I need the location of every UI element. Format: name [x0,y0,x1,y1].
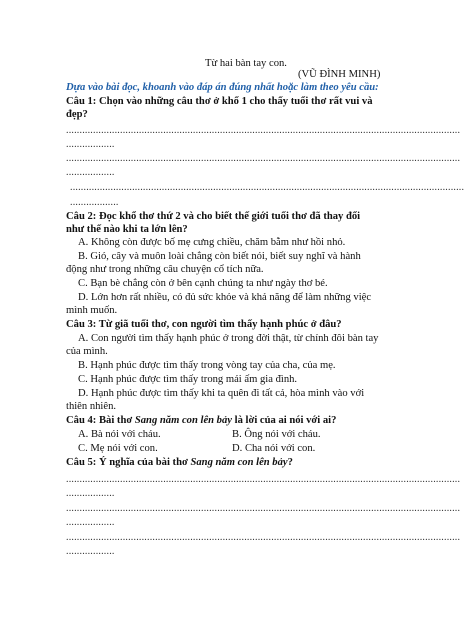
answer-line-full[interactable]: .................................................................................................................................................. [66,153,461,164]
q4-option-d[interactable]: D. Cha nói với con. [232,443,316,454]
q2-option-b-line-1[interactable]: B. Gió, cây và muôn loài chẳng còn biết nói, biết suy nghĩ và hành [78,251,361,262]
q3-option-a-line-1[interactable]: A. Con người tìm thấy hạnh phúc ở trong đời thật, từ chính đôi bàn tay [78,333,379,344]
answer-line-short[interactable]: .................. [66,546,115,557]
answer-line-full[interactable]: .................................................................................................................................................. [66,474,461,485]
q2-option-a[interactable]: A. Không còn được bố mẹ cưng chiều, chăm bẵm như hồi nhỏ. [78,237,346,248]
q3-option-a-line-2[interactable]: của mình. [66,346,108,357]
q2-option-d-line-2[interactable]: mình muốn. [66,305,118,316]
answer-line-short[interactable]: .................. [66,517,115,528]
question-2-line-1: Câu 2: Đọc khổ thơ thứ 2 và cho biết thế giới tuổi thơ đã thay đổi [66,211,361,222]
q4-option-a[interactable]: A. Bà nói với cháu. [78,429,161,440]
q4-option-c[interactable]: C. Mẹ nói với con. [78,443,158,454]
q2-option-c[interactable]: C. Bạn bè chẳng còn ở bên cạnh chúng ta như ngày thơ bé. [78,278,328,289]
answer-line-full[interactable]: .................................................................................................................................................. [66,503,461,514]
instruction-text: Dựa vào bài đọc, khoanh vào đáp án đúng nhất hoặc làm theo yêu cầu: [66,82,379,93]
q4-option-b[interactable]: B. Ông nói với cháu. [232,429,321,440]
question-2-line-2: như thế nào khi ta lớn lên? [66,224,188,235]
question-1-line-1: Câu 1: Chọn vào những câu thơ ở khổ 1 cho thấy tuổi thơ rất vui và [66,96,373,107]
q3-option-c[interactable]: C. Hạnh phúc được tìm thấy trong mái ấm gia đình. [78,374,298,385]
question-3: Câu 3: Từ giã tuổi thơ, con người tìm thấy hạnh phúc ở đâu? [66,319,342,330]
author-name: (VŨ ĐÌNH MINH) [298,69,381,80]
question-5: Câu 5: Ý nghĩa của bài thơ Sang năm con lên bảy? [66,457,293,468]
answer-line-short[interactable]: .................. [66,139,115,150]
q2-option-b-line-2[interactable]: động như trong những câu chuyện cổ tích nữa. [66,264,264,275]
answer-line-full[interactable]: .................................................................................................................................................. [66,125,461,136]
question-4: Câu 4: Bài thơ Sang năm con lên bảy là lời của ai nói với ai? [66,415,337,426]
q3-option-d-line-1[interactable]: D. Hạnh phúc được tìm thấy khi ta quên đi tất cả, hòa mình vào với [78,388,365,399]
answer-line-full[interactable]: .................................................................................................................................................. [70,182,464,193]
q3-option-b[interactable]: B. Hạnh phúc được tìm thấy trong vòng tay của cha, của mẹ. [78,360,336,371]
answer-line-short[interactable]: .................. [66,488,115,499]
answer-line-full[interactable]: .................................................................................................................................................. [66,532,461,543]
question-1-line-2: đẹp? [66,109,88,120]
answer-line-short[interactable]: .................. [66,167,115,178]
q3-option-d-line-2[interactable]: thiên nhiên. [66,401,117,412]
q2-option-d-line-1[interactable]: D. Lớn hơn rất nhiều, có đủ sức khỏe và khả năng để làm những việc [78,292,372,303]
poem-title: Từ hai bàn tay con. [205,58,287,69]
answer-line-short[interactable]: .................. [70,197,119,208]
